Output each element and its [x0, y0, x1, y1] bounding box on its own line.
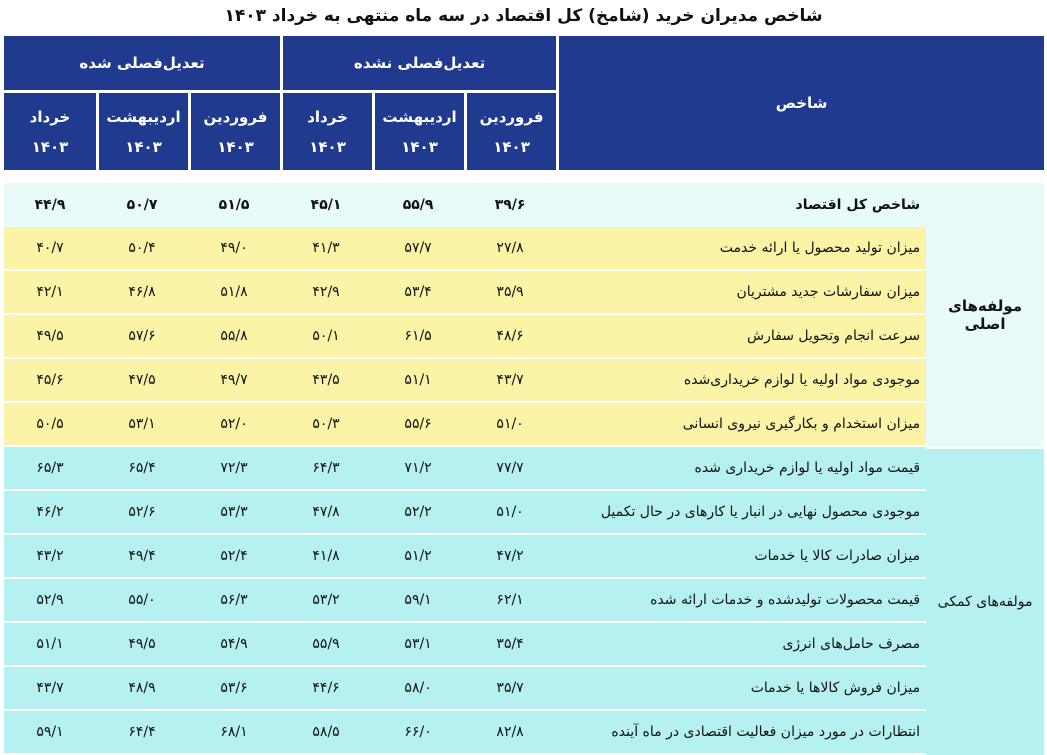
value-cell: ۴۳/۷ [464, 359, 556, 403]
value-cell: ۵۵/۶ [372, 403, 464, 447]
value-cell: ۴۷/۲ [464, 535, 556, 579]
value-cell: ۴۱/۳ [280, 227, 372, 271]
value-cell: ۴۷/۵ [96, 359, 188, 403]
value-cell: ۴۱/۸ [280, 535, 372, 579]
month-label: خرداد [29, 107, 71, 126]
value-cell: ۶۱/۵ [372, 315, 464, 359]
table-row [4, 623, 1044, 667]
year-label: ۱۴۰۳ [125, 137, 162, 156]
month-label: خرداد [307, 107, 348, 126]
value-cell: ۵۸/۰ [372, 667, 464, 711]
value-cell: ۶۵/۴ [96, 447, 188, 491]
value-cell: ۵۱/۸ [188, 271, 280, 315]
value-cell: ۴۲/۹ [280, 271, 372, 315]
value-cell: ۵۹/۱ [4, 711, 96, 755]
value-cell: ۵۵/۸ [188, 315, 280, 359]
value-cell: ۵۹/۱ [372, 579, 464, 623]
value-cell: ۲۷/۸ [464, 227, 556, 271]
month-header [188, 93, 280, 173]
value-cell: ۵۰/۱ [280, 315, 372, 359]
category-main: مولفه‌های اصلی [926, 183, 1044, 447]
value-cell: ۶۸/۱ [188, 711, 280, 755]
value-cell: ۵۰/۷ [96, 183, 188, 227]
value-cell: ۵۶/۳ [188, 579, 280, 623]
table-row [4, 315, 1044, 359]
indicator-name: موجودی مواد اولیه یا لوازم خریداری‌شده [556, 359, 926, 403]
value-cell: ۴۲/۱ [4, 271, 96, 315]
pmi-table [4, 36, 1044, 755]
value-cell: ۵۳/۳ [188, 491, 280, 535]
value-cell: ۵۰/۳ [280, 403, 372, 447]
value-cell: ۳۵/۴ [464, 623, 556, 667]
value-cell: ۴۴/۶ [280, 667, 372, 711]
indicator-header: شاخص [556, 36, 1044, 173]
value-cell: ۷۱/۲ [372, 447, 464, 491]
value-cell: ۴۶/۲ [4, 491, 96, 535]
value-cell: ۵۰/۴ [96, 227, 188, 271]
value-cell: ۵۵/۰ [96, 579, 188, 623]
value-cell: ۵۳/۲ [280, 579, 372, 623]
group-header-unadjusted: تعدیل‌فصلی نشده [280, 36, 556, 93]
value-cell: ۴۰/۷ [4, 227, 96, 271]
indicator-name: قیمت محصولات تولیدشده و خدمات ارائه شده [556, 579, 926, 623]
month-label: فروردین [203, 107, 268, 126]
month-label: اردیبهشت [106, 107, 181, 126]
indicator-name: میزان صادرات کالا یا خدمات [556, 535, 926, 579]
month-header [464, 93, 556, 173]
year-label: ۱۴۰۳ [493, 137, 530, 156]
indicator-name: میزان تولید محصول یا ارائه خدمت [556, 227, 926, 271]
value-cell: ۵۷/۷ [372, 227, 464, 271]
value-cell: ۶۵/۳ [4, 447, 96, 491]
value-cell: ۶۲/۱ [464, 579, 556, 623]
value-cell: ۵۳/۱ [96, 403, 188, 447]
value-cell: ۵۲/۰ [188, 403, 280, 447]
indicator-name: قیمت مواد اولیه یا لوازم خریداری شده [556, 447, 926, 491]
year-label: ۱۴۰۳ [31, 137, 69, 156]
table-row [4, 667, 1044, 711]
table-row [4, 711, 1044, 755]
value-cell: ۵۲/۲ [372, 491, 464, 535]
table-row [4, 271, 1044, 315]
value-cell: ۵۱/۰ [464, 403, 556, 447]
value-cell: ۴۵/۶ [4, 359, 96, 403]
value-cell: ۷۲/۳ [188, 447, 280, 491]
table-row [4, 447, 1044, 491]
value-cell: ۵۱/۰ [464, 491, 556, 535]
value-cell: ۵۷/۶ [96, 315, 188, 359]
value-cell: ۳۵/۷ [464, 667, 556, 711]
value-cell: ۴۳/۵ [280, 359, 372, 403]
value-cell: ۵۱/۱ [4, 623, 96, 667]
year-label: ۱۴۰۳ [217, 137, 254, 156]
indicator-name: میزان فروش کالاها یا خدمات [556, 667, 926, 711]
value-cell: ۵۳/۶ [188, 667, 280, 711]
value-cell: ۵۳/۴ [372, 271, 464, 315]
value-cell: ۵۱/۵ [188, 183, 280, 227]
value-cell: ۵۵/۹ [280, 623, 372, 667]
indicator-name: سرعت انجام وتحویل سفارش [556, 315, 926, 359]
value-cell: ۵۱/۲ [372, 535, 464, 579]
value-cell: ۳۵/۹ [464, 271, 556, 315]
value-cell: ۴۴/۹ [4, 183, 96, 227]
value-cell: ۴۳/۲ [4, 535, 96, 579]
year-label: ۱۴۰۳ [309, 137, 346, 156]
value-cell: ۵۲/۶ [96, 491, 188, 535]
year-label: ۱۴۰۳ [401, 137, 438, 156]
value-cell: ۴۹/۷ [188, 359, 280, 403]
value-cell: ۴۵/۱ [280, 183, 372, 227]
month-label: فروردین [479, 107, 544, 126]
indicator-name: مصرف حامل‌های انرژی [556, 623, 926, 667]
value-cell: ۵۸/۵ [280, 711, 372, 755]
indicator-name: شاخص کل اقتصاد [556, 183, 926, 227]
value-cell: ۵۲/۴ [188, 535, 280, 579]
value-cell: ۴۸/۶ [464, 315, 556, 359]
value-cell: ۵۴/۹ [188, 623, 280, 667]
value-cell: ۴۹/۵ [4, 315, 96, 359]
indicator-name: میزان سفارشات جدید مشتریان [556, 271, 926, 315]
value-cell: ۴۳/۷ [4, 667, 96, 711]
value-cell: ۴۹/۰ [188, 227, 280, 271]
value-cell: ۴۹/۴ [96, 535, 188, 579]
value-cell: ۳۹/۶ [464, 183, 556, 227]
indicator-name: موجودی محصول نهایی در انبار یا کارهای در حال تکمیل [556, 491, 926, 535]
value-cell: ۵۱/۱ [372, 359, 464, 403]
month-header [4, 93, 96, 173]
value-cell: ۴۷/۸ [280, 491, 372, 535]
table-row [4, 579, 1044, 623]
table-row [4, 183, 1044, 227]
value-cell: ۵۰/۵ [4, 403, 96, 447]
category-aux: مولفه‌های کمکی [926, 447, 1044, 755]
month-header [96, 93, 188, 173]
table-row [4, 359, 1044, 403]
value-cell: ۶۴/۴ [96, 711, 188, 755]
table-row [4, 491, 1044, 535]
indicator-name: میزان استخدام و بکارگیری نیروی انسانی [556, 403, 926, 447]
value-cell: ۷۷/۷ [464, 447, 556, 491]
value-cell: ۵۳/۱ [372, 623, 464, 667]
month-header [280, 93, 372, 173]
table-row [4, 227, 1044, 271]
table-row [4, 403, 1044, 447]
value-cell: ۶۴/۳ [280, 447, 372, 491]
month-header [372, 93, 464, 173]
month-label: اردیبهشت [382, 107, 457, 126]
value-cell: ۸۲/۸ [464, 711, 556, 755]
value-cell: ۶۶/۰ [372, 711, 464, 755]
indicator-name: انتظارات در مورد میزان فعالیت اقتصادی در ماه آینده [556, 711, 926, 755]
group-header-adjusted: تعدیل‌فصلی شده [4, 36, 280, 93]
value-cell: ۵۲/۹ [4, 579, 96, 623]
value-cell: ۴۸/۹ [96, 667, 188, 711]
value-cell: ۴۹/۵ [96, 623, 188, 667]
value-cell: ۵۵/۹ [372, 183, 464, 227]
table-row [4, 535, 1044, 579]
table-title: شاخص مدیران خرید (شامخ) کل اقتصاد در سه ماه منتهی به خرداد ۱۴۰۳ [224, 6, 823, 26]
value-cell: ۴۶/۸ [96, 271, 188, 315]
